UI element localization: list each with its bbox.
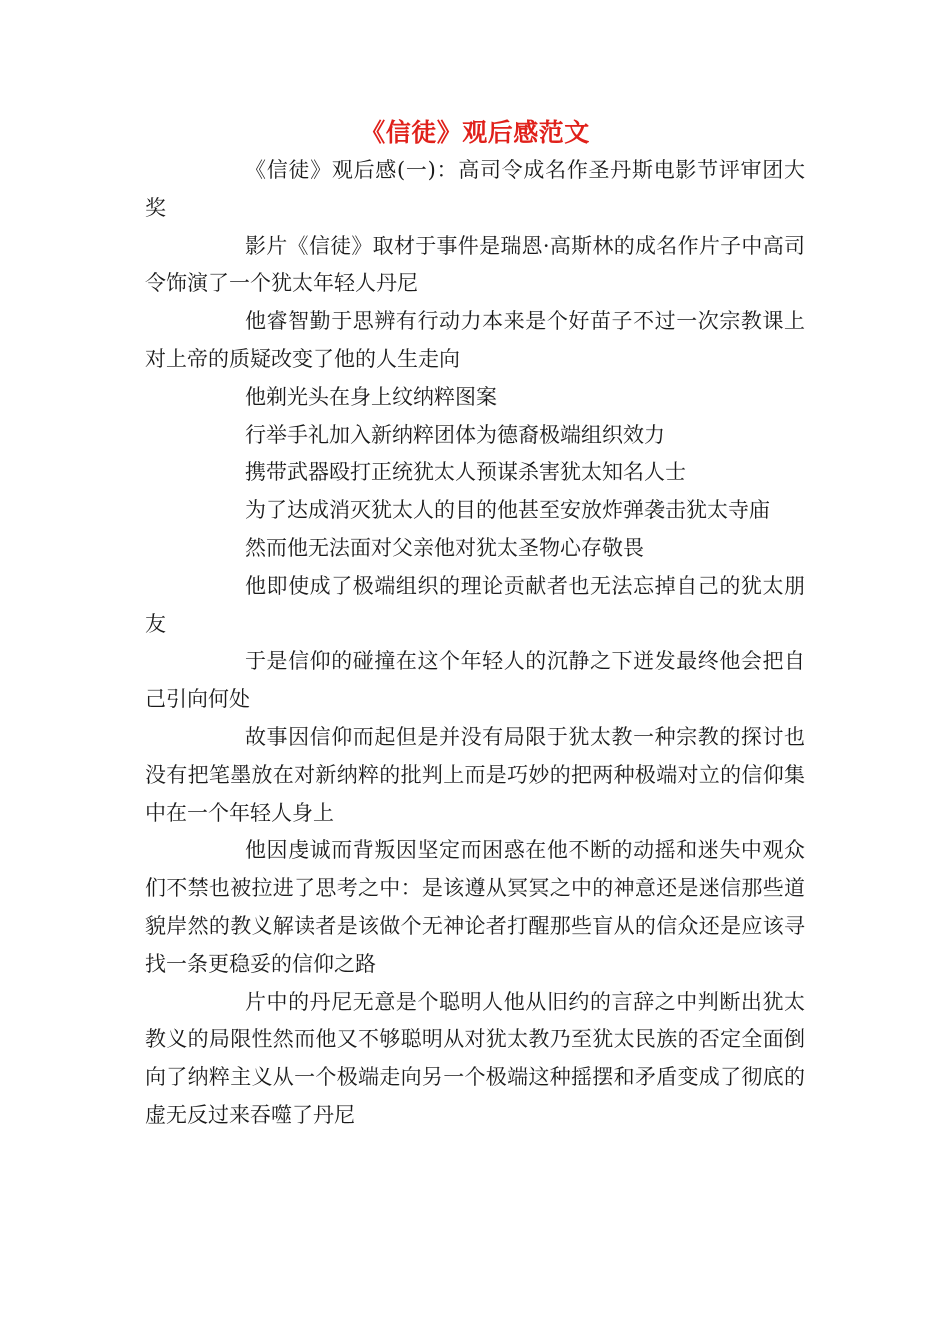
paragraph: 他睿智勤于思辨有行动力本来是个好苗子不过一次宗教课上对上帝的质疑改变了他的人生走向 — [145, 309, 805, 371]
paragraph: 于是信仰的碰撞在这个年轻人的沉静之下迸发最终他会把自己引向何处 — [145, 649, 805, 712]
paragraph: 然而他无法面对父亲他对犹太圣物心存敬畏 — [245, 535, 644, 560]
paragraph: 他剃光头在身上纹纳粹图案 — [245, 384, 497, 409]
paragraph: 行举手礼加入新纳粹团体为德裔极端组织效力 — [245, 422, 665, 447]
paragraph: 片中的丹尼无意是个聪明人他从旧约的言辞之中判断出犹太教义的局限性然而他又不够聪明从对犹太教乃至犹太民族的否定全面倒向了纳粹主义从一个极端走向另一个极端这种摇摆和矛盾变成了彻底的虚无反过来吞噬了丹尼 — [145, 989, 805, 1127]
document-body — [145, 152, 805, 1135]
paragraph: 故事因信仰而起但是并没有局限于犹太教一种宗教的探讨也没有把笔墨放在对新纳粹的批判上而是巧妙的把两种极端对立的信仰集中在一个年轻人身上 — [145, 724, 805, 825]
paragraph: 影片《信徒》取材于事件是瑞恩·高斯林的成名作片子中高司令饰演了一个犹太年轻人丹尼 — [145, 233, 805, 296]
paragraph: 《信徒》观后感(一)：高司令成名作圣丹斯电影节评审团大奖 — [145, 158, 805, 220]
document-title: 《信徒》观后感范文 — [360, 118, 590, 147]
paragraph: 携带武器殴打正统犹太人预谋杀害犹太知名人士 — [245, 460, 686, 485]
paragraph: 为了达成消灭犹太人的目的他甚至安放炸弹袭击犹太寺庙 — [245, 498, 770, 523]
paragraph: 他即使成了极端组织的理论贡献者也无法忘掉自己的犹太朋友 — [145, 573, 805, 636]
paragraph: 他因虔诚而背叛因坚定而困惑在他不断的动摇和迷失中观众们不禁也被拉进了思考之中：是该遵从冥冥之中的神意还是迷信那些道貌岸然的教义解读者是该做个无神论者打醒那些盲从的信众还是应该寻找一条更稳妥的信仰之路 — [145, 838, 805, 976]
